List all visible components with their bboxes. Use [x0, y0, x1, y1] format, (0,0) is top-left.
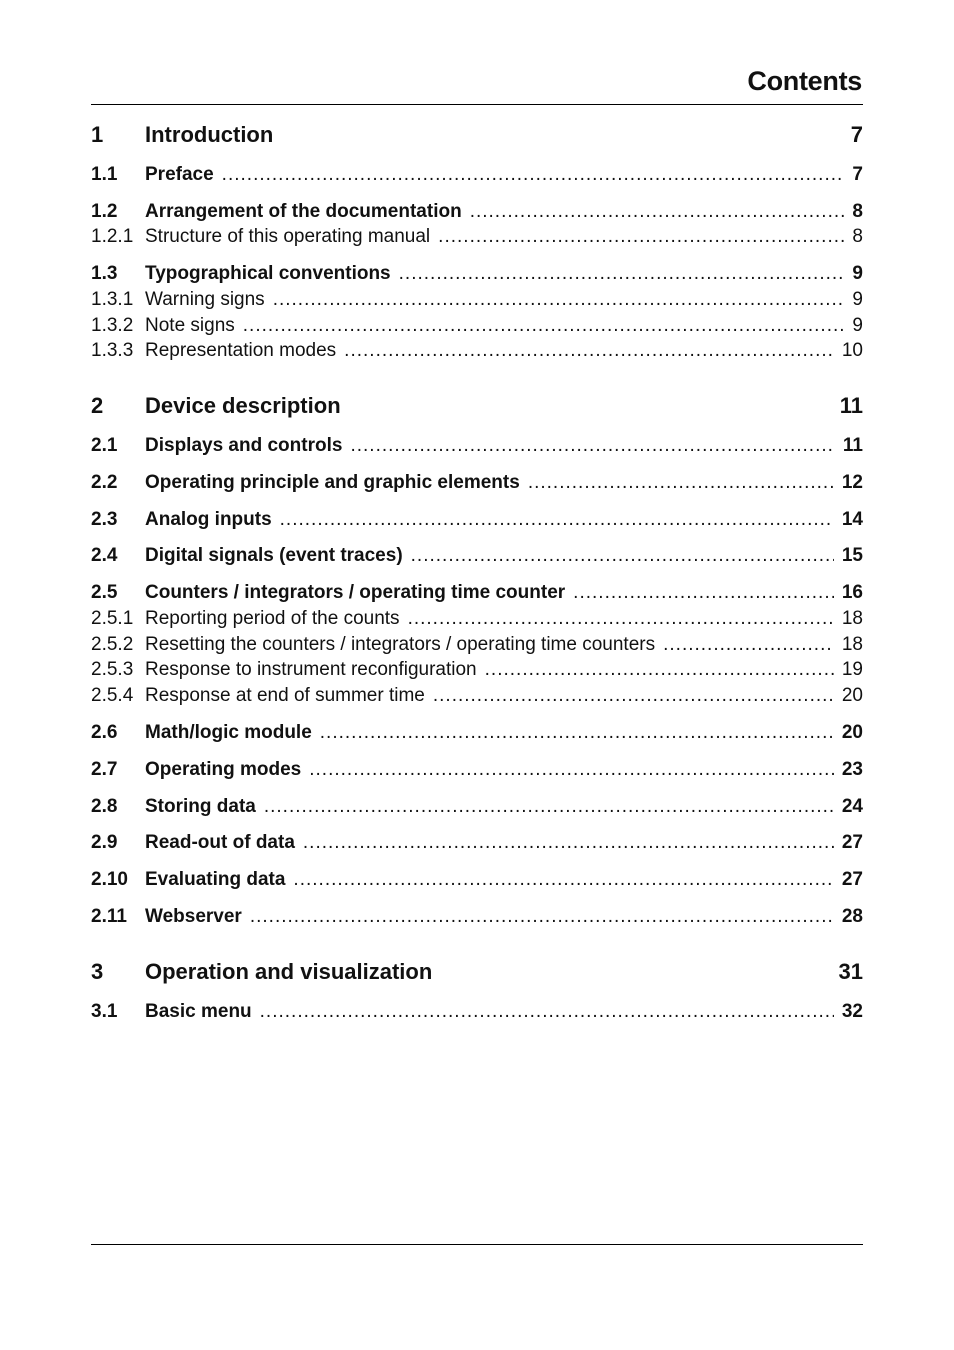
- dot-leader: [528, 472, 834, 494]
- toc-title: Arrangement of the documentation: [145, 201, 462, 222]
- toc-page: 24: [841, 796, 863, 817]
- toc-number: 2.3: [91, 509, 118, 530]
- toc-entry[interactable]: [91, 906, 863, 928]
- toc-page: 23: [841, 759, 863, 780]
- dot-leader: [264, 796, 834, 818]
- toc-page: 27: [841, 832, 863, 853]
- dot-leader: [250, 906, 834, 928]
- toc-number: 1.3: [91, 263, 118, 284]
- toc-page: 8: [852, 201, 863, 222]
- toc-page: 27: [841, 869, 863, 890]
- toc-title: Reporting period of the counts: [145, 608, 400, 629]
- toc-chapter-1[interactable]: [91, 122, 863, 148]
- toc-subentry[interactable]: [91, 634, 863, 656]
- toc-entry[interactable]: [91, 164, 863, 186]
- toc-entry[interactable]: [91, 263, 863, 285]
- toc-number: 2.8: [91, 796, 118, 817]
- toc-entry[interactable]: [91, 509, 863, 531]
- toc-title: Webserver: [145, 906, 242, 927]
- dot-leader: [309, 759, 834, 781]
- toc-subentry[interactable]: [91, 340, 863, 362]
- toc-subentry[interactable]: [91, 315, 863, 337]
- toc-entry[interactable]: [91, 722, 863, 744]
- toc-title: Note signs: [145, 315, 235, 336]
- toc-page: 20: [841, 685, 863, 706]
- toc-title: Analog inputs: [145, 509, 272, 530]
- dot-leader: [273, 289, 845, 311]
- toc-title: Operation and visualization: [145, 959, 433, 984]
- toc-title: Displays and controls: [145, 435, 343, 456]
- toc-title: Introduction: [145, 122, 274, 147]
- toc-number: 3: [91, 959, 104, 984]
- toc-number: 2.2: [91, 472, 118, 493]
- dot-leader: [222, 164, 845, 186]
- dot-leader: [243, 315, 845, 337]
- toc-title: Resetting the counters / integrators / operating time counters: [145, 634, 656, 655]
- toc-page: 11: [839, 393, 863, 418]
- dot-leader: [293, 869, 833, 891]
- toc-number: 3.1: [91, 1001, 118, 1022]
- top-divider: [91, 104, 863, 105]
- toc-number: 2.11: [91, 906, 127, 927]
- toc-page: 18: [841, 608, 863, 629]
- dot-leader: [485, 659, 834, 681]
- toc-subentry[interactable]: [91, 659, 863, 681]
- toc-page: 18: [841, 634, 863, 655]
- toc-number: 1: [91, 122, 104, 147]
- dot-leader: [408, 608, 834, 630]
- dot-leader: [350, 435, 834, 457]
- toc-number: 1.1: [91, 164, 118, 185]
- toc-subentry[interactable]: [91, 608, 863, 630]
- toc-chapter-3[interactable]: [91, 959, 863, 985]
- toc-entry[interactable]: [91, 582, 863, 604]
- dot-leader: [280, 509, 834, 531]
- toc-title: Digital signals (event traces): [145, 545, 403, 566]
- toc-title: Structure of this operating manual: [145, 226, 431, 247]
- toc-number: 2.1: [91, 435, 118, 456]
- toc-entry[interactable]: [91, 832, 863, 854]
- toc-subentry[interactable]: [91, 289, 863, 311]
- toc-page: 7: [852, 164, 863, 185]
- toc-page: 15: [841, 545, 863, 566]
- dot-leader: [260, 1001, 834, 1023]
- toc-page: 11: [842, 435, 863, 456]
- toc-page: 16: [841, 582, 863, 603]
- dot-leader: [438, 226, 844, 248]
- bottom-divider: [91, 1244, 863, 1245]
- toc-subentry[interactable]: [91, 685, 863, 707]
- toc-number: 2.5.1: [91, 608, 134, 629]
- dot-leader: [663, 634, 834, 656]
- dot-leader: [320, 722, 834, 744]
- toc-title: Representation modes: [145, 340, 337, 361]
- toc-title: Read-out of data: [145, 832, 295, 853]
- toc-page: 12: [841, 472, 863, 493]
- dot-leader: [470, 201, 845, 223]
- toc-number: 2.10: [91, 869, 128, 890]
- toc-title: Basic menu: [145, 1001, 252, 1022]
- toc-entry[interactable]: [91, 759, 863, 781]
- toc-number: 2.5.2: [91, 634, 134, 655]
- toc-page: 32: [841, 1001, 863, 1022]
- toc-page: 14: [841, 509, 863, 530]
- toc-page: 20: [841, 722, 863, 743]
- toc-number: 2.4: [91, 545, 118, 566]
- dot-leader: [344, 340, 834, 362]
- toc-number: 2.7: [91, 759, 118, 780]
- toc-title: Operating modes: [145, 759, 302, 780]
- toc-page: 19: [841, 659, 863, 680]
- toc-title: Response to instrument reconfiguration: [145, 659, 477, 680]
- toc-page: 9: [852, 289, 863, 310]
- toc-title: Storing data: [145, 796, 256, 817]
- toc-entry[interactable]: [91, 796, 863, 818]
- dot-leader: [303, 832, 834, 854]
- toc-number: 2.9: [91, 832, 118, 853]
- toc-page: 7: [850, 122, 863, 147]
- toc-number: 2.5.3: [91, 659, 134, 680]
- toc-page: 8: [852, 226, 863, 247]
- toc-page: 9: [852, 315, 863, 336]
- toc-page: 31: [838, 959, 863, 984]
- toc-number: 2.6: [91, 722, 118, 743]
- toc-number: 1.3.3: [91, 340, 134, 361]
- toc-entry[interactable]: [91, 1001, 863, 1023]
- toc-title: Warning signs: [145, 289, 265, 310]
- toc-number: 2.5: [91, 582, 118, 603]
- toc-title: Evaluating data: [145, 869, 286, 890]
- toc-title: Math/logic module: [145, 722, 312, 743]
- dot-leader: [399, 263, 845, 285]
- toc-entry[interactable]: [91, 869, 863, 891]
- toc-number: 2: [91, 393, 104, 418]
- toc-number: 1.2: [91, 201, 118, 222]
- toc-page: 9: [852, 263, 863, 284]
- toc-title: Typographical conventions: [145, 263, 391, 284]
- dot-leader: [433, 685, 834, 707]
- toc-page: 10: [841, 340, 863, 361]
- toc-entry[interactable]: [91, 545, 863, 567]
- toc-chapter-2[interactable]: [91, 393, 863, 419]
- toc-subentry[interactable]: [91, 226, 863, 248]
- dot-leader: [573, 582, 834, 604]
- toc-number: 2.5.4: [91, 685, 134, 706]
- toc-entry[interactable]: [91, 472, 863, 494]
- toc-entry[interactable]: [91, 201, 863, 223]
- toc-number: 1.3.2: [91, 315, 134, 336]
- toc-title: Operating principle and graphic elements: [145, 472, 520, 493]
- toc-number: 1.3.1: [91, 289, 134, 310]
- toc-title: Device description: [145, 393, 341, 418]
- toc-number: 1.2.1: [91, 226, 134, 247]
- toc-title: Response at end of summer time: [145, 685, 425, 706]
- toc-title: Preface: [145, 164, 214, 185]
- page-title: Contents: [747, 66, 862, 96]
- toc-entry[interactable]: [91, 435, 863, 457]
- toc-page: 28: [841, 906, 863, 927]
- dot-leader: [411, 545, 834, 567]
- toc-title: Counters / integrators / operating time counter: [145, 582, 566, 603]
